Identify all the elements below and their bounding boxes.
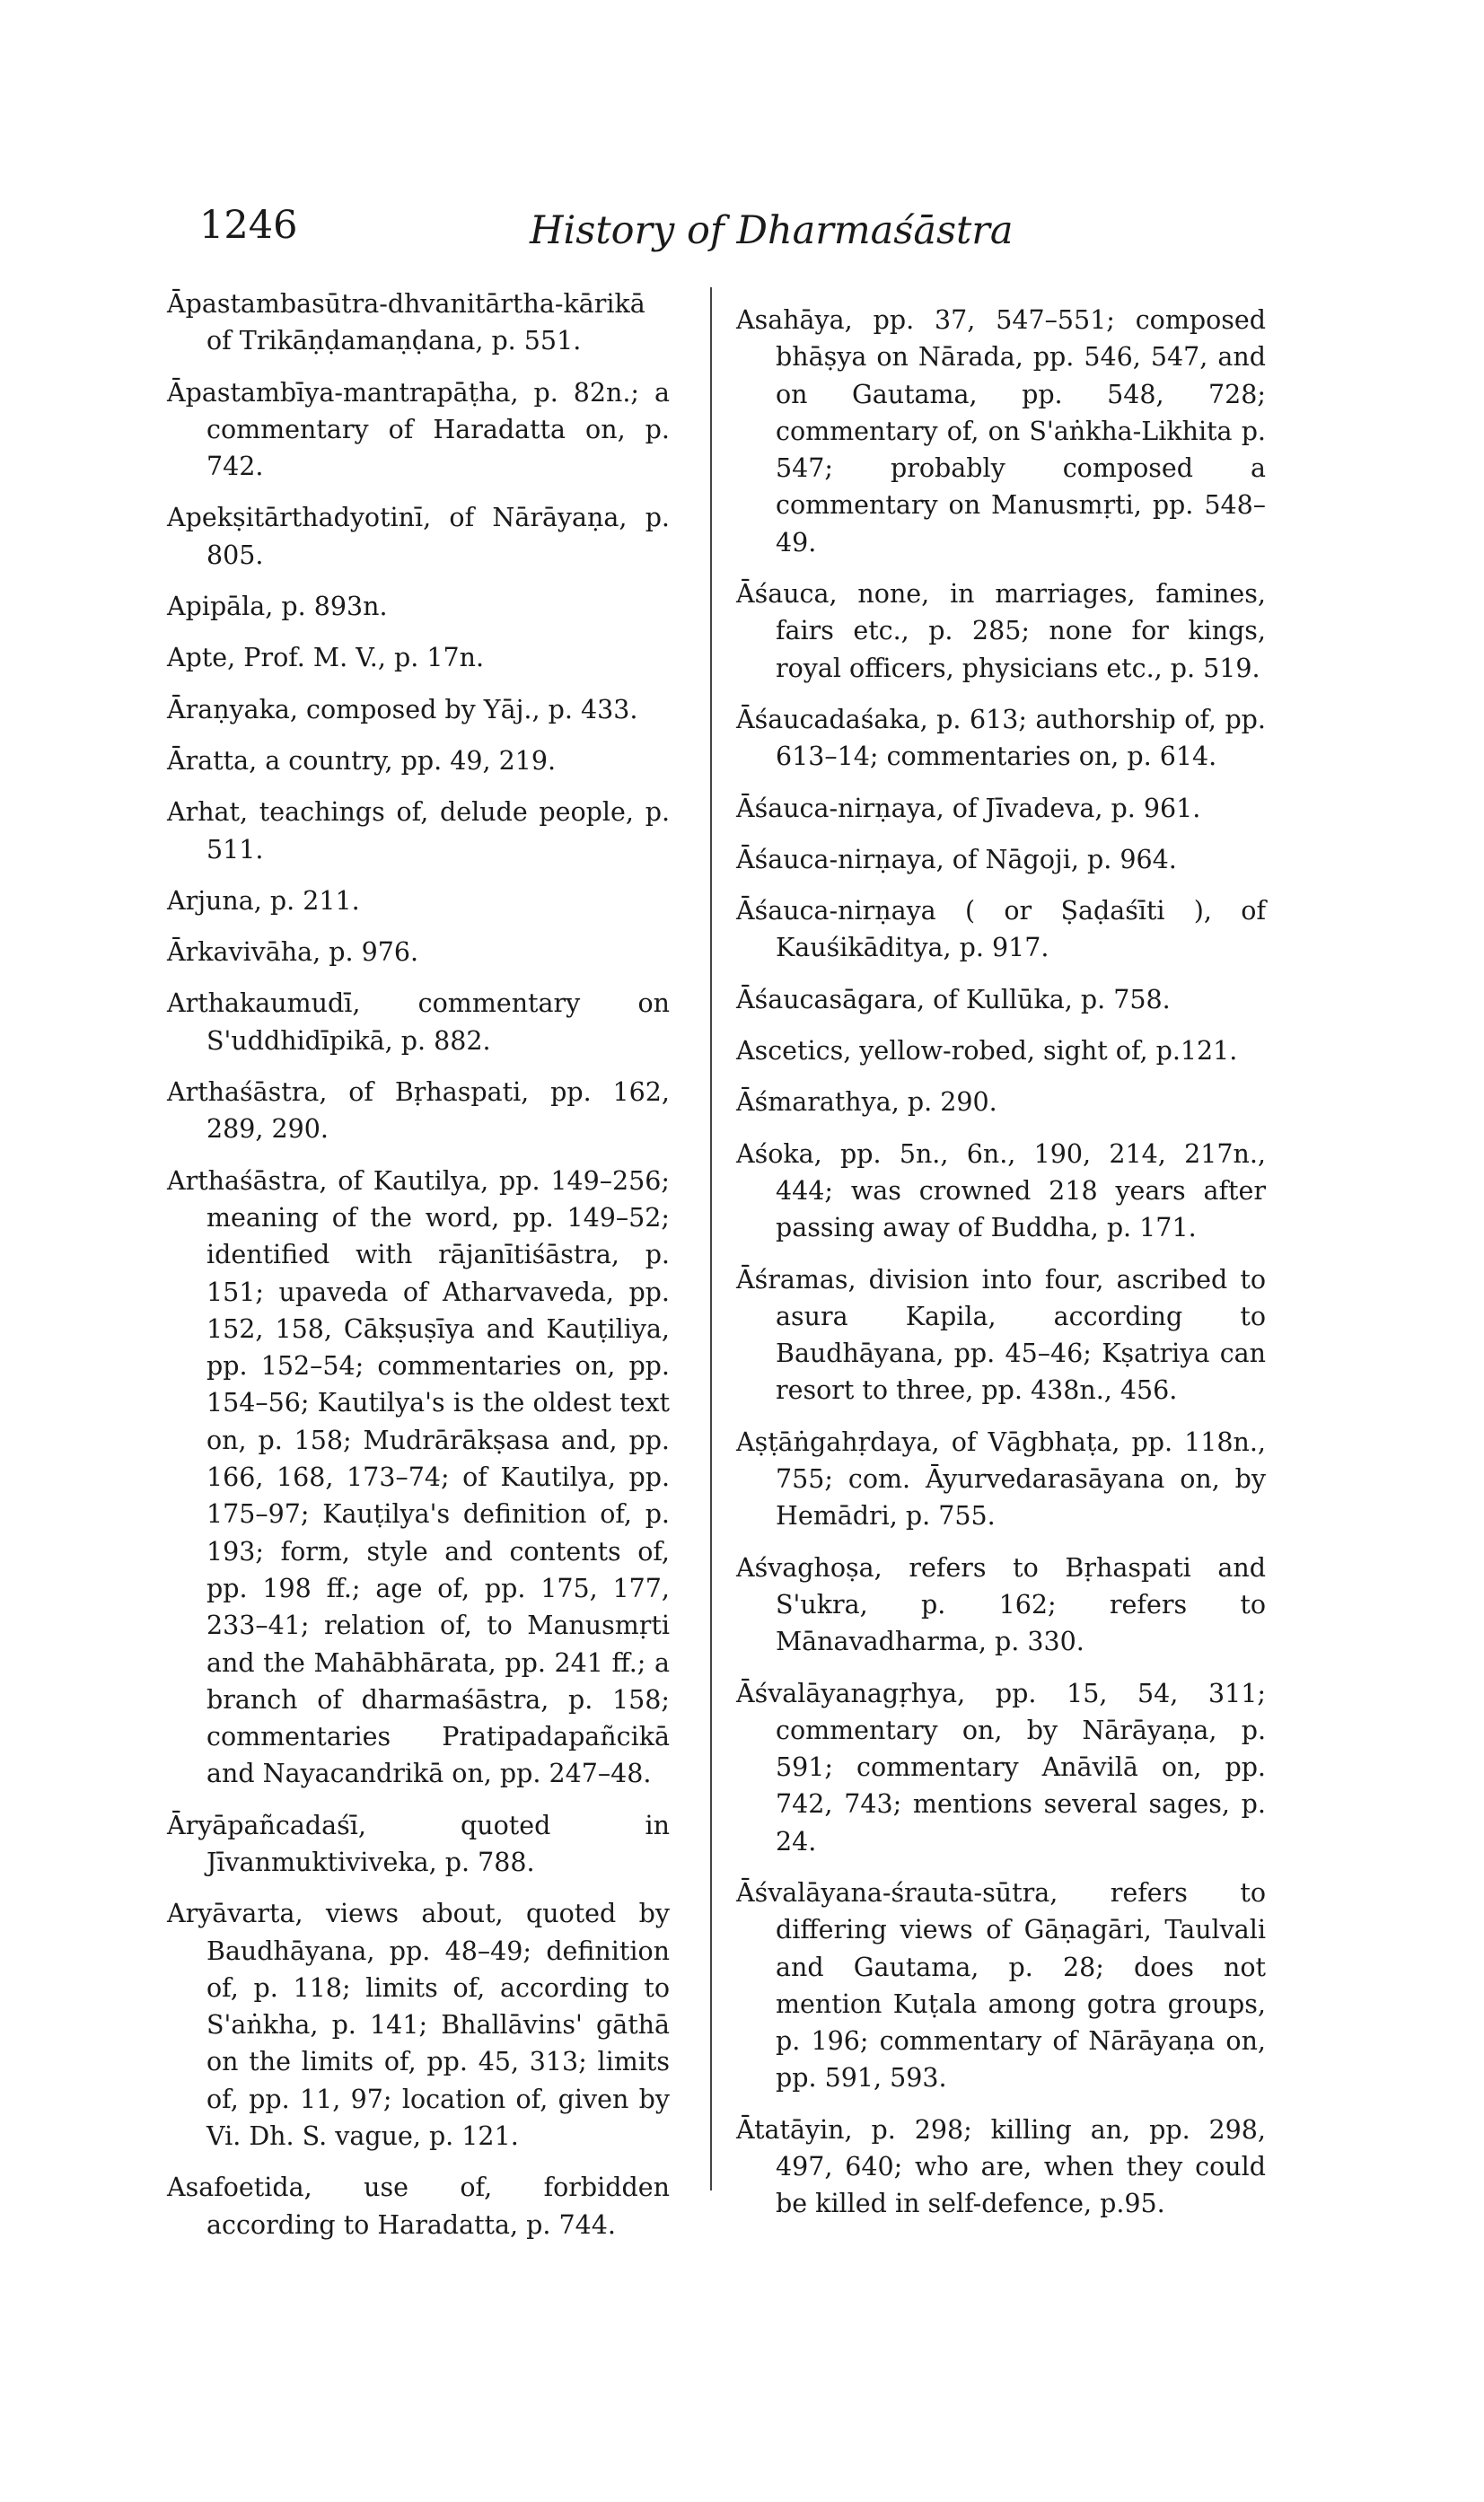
index-entry xyxy=(736,1136,1266,1247)
entry-references: quoted in Jīvanmuktiviveka, p. 788. xyxy=(206,1810,670,1877)
right-column xyxy=(736,302,1266,2237)
entry-references: views about, quoted by Baudhāyana, pp. 48–49; definition of, p. 118; limits of, according to S'aṅkha, p. 141; Bhallāvins' gāthā on the limits of, pp. 45, 313; limits of, pp. 11, 97; location of, given by Vi. Dh. S. vague, p. 121. xyxy=(206,1899,670,2152)
entry-references: yellow-robed, sight of, p.121. xyxy=(851,1036,1238,1067)
entry-headword: Apipāla, xyxy=(167,592,274,622)
index-entry xyxy=(736,1874,1266,2097)
index-entry xyxy=(167,374,670,486)
entry-headword: Āśauca, xyxy=(736,579,838,610)
entry-headword: Āśmarathya, xyxy=(736,1087,900,1118)
page-header xyxy=(0,0,1484,287)
index-entry xyxy=(167,285,670,360)
index-entry xyxy=(736,1424,1266,1535)
entry-references: p. 211. xyxy=(261,885,360,916)
left-column xyxy=(167,285,670,2258)
entry-headword: Āśauca-nirṇaya xyxy=(736,896,936,926)
index-entry xyxy=(736,1549,1266,1661)
index-entry xyxy=(167,794,670,868)
entry-references: of Vāgbhaṭa, pp. 118n., 755; com. Āyurvedarasāyana on, by Hemādri, p. 755. xyxy=(776,1427,1266,1532)
entry-headword: Āratta, xyxy=(167,745,258,776)
entry-headword: Asafoetida, xyxy=(167,2173,312,2203)
page-number: 1246 xyxy=(199,203,298,248)
index-entry xyxy=(167,882,670,919)
entry-references: p. 290. xyxy=(899,1087,997,1118)
index-entry xyxy=(167,2169,670,2243)
entry-headword: Āpastambasūtra-dhvanitārtha-kārikā xyxy=(167,289,645,319)
entry-headword: Āśvalāyanagṛhya, xyxy=(736,1678,966,1708)
entry-references: p. 613; authorship of, pp. 613–14; commentaries on, p. 614. xyxy=(776,704,1266,772)
entry-references: a country, pp. 49, 219. xyxy=(257,745,557,776)
index-entry xyxy=(736,790,1266,827)
entry-headword: Āśaucasāgara, xyxy=(736,984,926,1014)
entry-references: teachings of, delude people, p. 511. xyxy=(206,797,670,865)
entry-references: p. 82n.; a commentary of Haradatta on, p. 742. xyxy=(206,377,670,482)
index-entry xyxy=(167,588,670,625)
entry-headword: Āśauca-nirṇaya, xyxy=(736,844,944,874)
index-entry xyxy=(167,1895,670,2155)
entry-references: pp. 15, 54, 311; commentary on, by Nārāyaṇa, p. 591; commentary Anāvilā on, pp. 742, 743; mentions several sages, p. 24. xyxy=(776,1678,1266,1857)
entry-headword: Arthaśāstra, xyxy=(167,1077,328,1108)
entry-headword: Āpastambīya-mantrapāṭha, xyxy=(167,377,519,408)
index-entry xyxy=(167,499,670,574)
entry-headword: Aryāvarta, xyxy=(167,1899,303,1929)
index-entry xyxy=(167,1163,670,1793)
entry-headword: Apekṣitārthadyotinī, xyxy=(167,503,432,533)
entry-headword: Āśvalāyana-śrauta-sūtra, xyxy=(736,1877,1058,1908)
entry-headword: Ārkavivāha, xyxy=(167,937,321,968)
index-entry xyxy=(736,1084,1266,1120)
entry-headword: Aśvaghoṣa, xyxy=(736,1552,882,1583)
entry-references: of Bṛhaspati, pp. 162, 289, 290. xyxy=(206,1077,670,1145)
index-entry xyxy=(167,1807,670,1882)
index-entry xyxy=(736,1032,1266,1069)
entry-headword: Aśoka, xyxy=(736,1138,822,1169)
index-entry xyxy=(736,701,1266,776)
entry-references: of Nāgoji, p. 964. xyxy=(944,844,1177,874)
entry-references: p. 976. xyxy=(321,937,419,968)
entry-references: pp. 5n., 6n., 190, 214, 217n., 444; was crowned 218 years after passing away of Buddha, p. 171. xyxy=(776,1138,1266,1243)
entry-references: refers to Bṛhaspati and S'ukra, p. 162; refers to Mānavadharma, p. 330. xyxy=(776,1552,1266,1657)
running-title: History of Dharmaśāstra xyxy=(530,208,1014,253)
entry-references: ( or Ṣaḍaśīti ), of Kauśikāditya, p. 917. xyxy=(776,896,1266,963)
entry-references: Prof. M. V., p. 17n. xyxy=(235,643,485,673)
index-entry xyxy=(167,691,670,728)
entry-references: of Kullūka, p. 758. xyxy=(925,984,1171,1014)
entry-references: p. 893n. xyxy=(273,592,388,622)
entry-references: of Kautilya, pp. 149–256; meaning of the word, pp. 149–52; identified with rājanītiśāstra, p. 151; upaveda of Atharvaveda, pp. 152, 158, Cākṣuṣīya and Kauṭiliya, pp. 152–54; commentaries on, pp. 154–56; Kautilya's is the oldest text on, p. 158; Mudrārākṣasa and, pp. 166, 168, 173–74; of Kautilya, pp. 175–97; Kauṭilya's definition of, p. 193; form, style and contents of, pp. 198 ff.; age of, pp. 175, 177, 233–41; relation of, to Manusmṛti and the Mahābhārata, pp. 241 ff.; a branch of dharmaśāstra, p. 158; commentaries Pratipadapañcikā and Nayacandrikā on, pp. 247–48. xyxy=(206,1165,670,1789)
index-entry xyxy=(736,1675,1266,1860)
entry-headword: Arjuna, xyxy=(167,885,262,916)
entry-headword: Aṣṭāṅgahṛdaya, xyxy=(736,1427,940,1457)
entry-headword: Āśramas, xyxy=(736,1264,856,1295)
entry-headword: Apte, xyxy=(167,643,236,673)
entry-references: none, in marriages, famines, fairs etc., p. 285; none for kings, royal officers, physicians etc., p. 519. xyxy=(776,579,1266,683)
entry-references: use of, forbidden according to Haradatta, p. 744. xyxy=(206,2173,670,2240)
index-entry xyxy=(167,639,670,676)
entry-references: p. 298; killing an, pp. 298, 497, 640; who are, when they could be killed in self-defence, p.95. xyxy=(776,2114,1266,2219)
entry-headword: Ātatāyin, xyxy=(736,2114,853,2145)
entry-headword: Arhat, xyxy=(167,797,249,828)
entry-references: composed by Yāj., p. 433. xyxy=(297,694,638,724)
index-entry xyxy=(167,1074,670,1148)
index-entry xyxy=(736,892,1266,967)
index-entry xyxy=(167,985,670,1059)
index-entry xyxy=(167,934,670,970)
index-entry xyxy=(736,841,1266,878)
entry-headword: Arthaśāstra, xyxy=(167,1165,328,1196)
entry-references: refers to differing views of Gāṇagāri, Taulvali and Gautama, p. 28; does not mention Kuṭala among gotra groups, p. 196; commentary of Nārāyaṇa on, pp. 591, 593. xyxy=(776,1877,1266,2094)
entry-headword: Arthakaumudī, xyxy=(167,988,361,1019)
entry-references: of Jīvadeva, p. 961. xyxy=(944,793,1201,823)
entry-headword: Ascetics, xyxy=(736,1036,852,1067)
index-entry xyxy=(736,1261,1266,1409)
entry-references: of Trikāṇḍamaṇḍana, p. 551. xyxy=(206,326,582,356)
entry-headword: Āśauca-nirṇaya, xyxy=(736,793,944,823)
index-entry xyxy=(167,742,670,779)
index-entry xyxy=(736,2111,1266,2223)
entry-references: commentary on S'uddhidīpikā, p. 882. xyxy=(206,988,670,1056)
entry-headword: Asahāya, xyxy=(736,305,853,335)
entry-references: pp. 37, 547–551; composed bhāṣya on Nārada, pp. 546, 547, and on Gautama, pp. 548, 728; commentary of, on S'aṅkha-Likhita p. 547; probably composed a commentary on Manusmṛti, pp. 548–49. xyxy=(776,305,1266,557)
entry-headword: Āśaucadaśaka, xyxy=(736,704,928,734)
entry-references: of Nārāyaṇa, p. 805. xyxy=(206,503,670,570)
entry-headword: Āryāpañcadaśī, xyxy=(167,1810,366,1840)
entry-headword: Āraṇyaka, xyxy=(167,694,298,724)
index-entry xyxy=(736,575,1266,687)
entry-references: division into four, ascribed to asura Kapila, according to Baudhāyana, pp. 45–46; Kṣatriya can resort to three, pp. 438n., 456. xyxy=(776,1264,1266,1406)
index-entry xyxy=(736,981,1266,1018)
index-entry xyxy=(736,302,1266,561)
column-divider xyxy=(710,287,712,2190)
